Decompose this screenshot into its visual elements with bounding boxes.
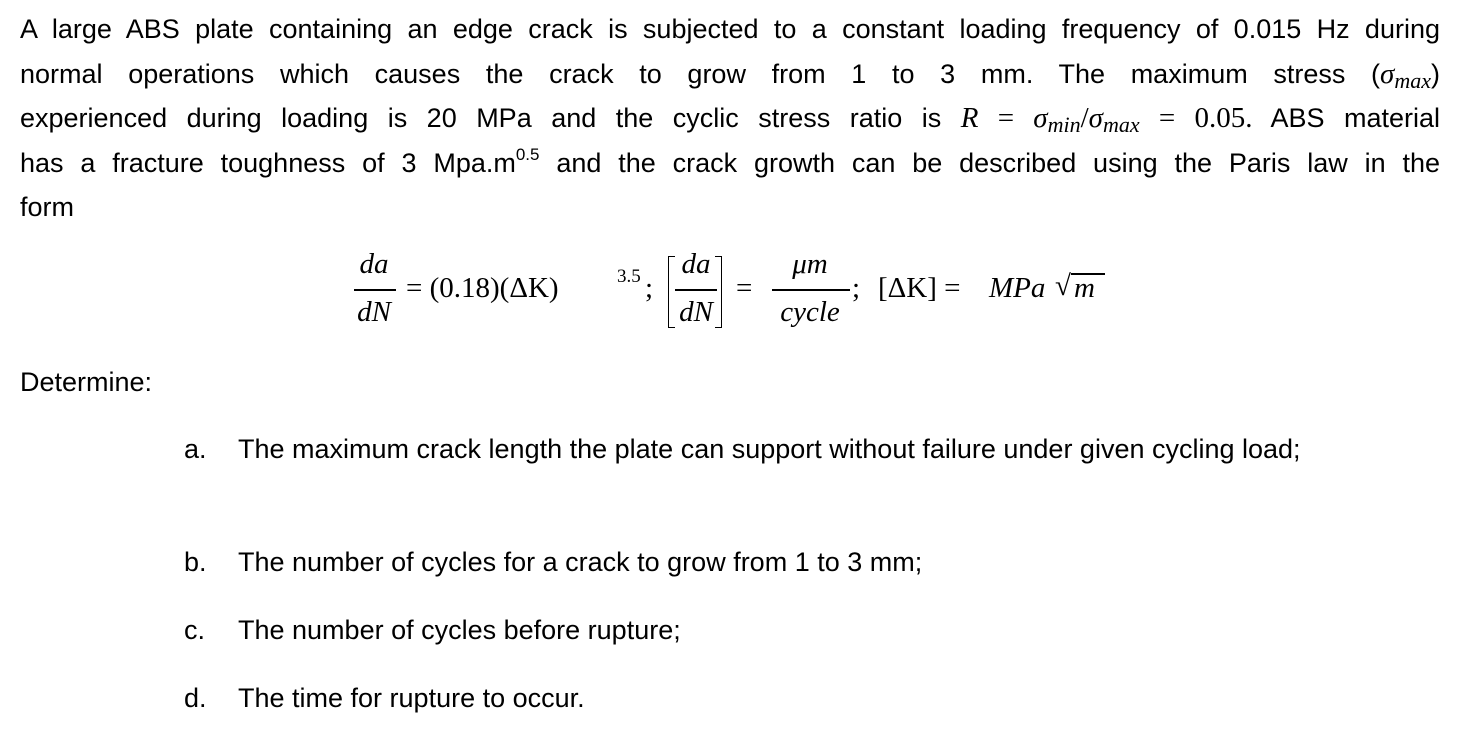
determine-label: Determine: (20, 367, 153, 397)
fraction-1-denominator: dN (357, 296, 391, 328)
fraction-1-bar (354, 289, 396, 291)
fraction-3-bar (772, 289, 850, 291)
delta-k-unit-mpa: MPa (989, 272, 1046, 304)
equals-sign-2: = (736, 272, 753, 304)
fraction-3-numerator: μm (792, 248, 828, 280)
item-letter: d. (184, 683, 207, 713)
paris-law-exponent: 3.5 (617, 266, 641, 287)
item-letter: b. (184, 547, 207, 577)
paris-law-equation (352, 248, 1132, 338)
delta-k-unit-lhs: [ΔK] = (878, 272, 961, 304)
fraction-2-numerator: da (681, 248, 711, 280)
problem-line-5: form (20, 192, 74, 222)
semicolon-2: ; (852, 272, 861, 304)
item-text: The time for rupture to occur. (238, 683, 585, 713)
paris-law-rhs: = (0.18)(ΔK) (406, 272, 559, 304)
square-root-sign: √ (1055, 270, 1071, 302)
fraction-1-numerator: da (359, 248, 389, 280)
item-letter: a. (184, 434, 207, 464)
fraction-3-denominator: cycle (780, 296, 840, 328)
fraction-2-denominator: dN (679, 296, 713, 328)
semicolon-1: ; (645, 272, 654, 304)
problem-line-4: has a fracture toughness of 3 $Mpa.m^{0.5}$ and the crack growth can be described using the Paris law in the (20, 144, 1440, 178)
fraction-2-bar (675, 289, 717, 291)
problem-line-2: normal operations which causes the crack to grow from 1 to 3 mm. The maximum stress $(\sigma_{max})$ (20, 57, 1440, 93)
item-text: The number of cycles for a crack to grow from 1 to 3 mm; (238, 547, 923, 577)
item-text: The maximum crack length the plate can support without failure under given cycling load; (238, 434, 1301, 464)
item-text: The number of cycles before rupture; (238, 615, 681, 645)
delta-k-unit-m: m (1074, 272, 1095, 304)
problem-statement (20, 7, 1440, 230)
problem-line-3: experienced during loading is 20 MPa and the cyclic stress ratio is $R = \sigma_{min}/\sigma_{max} = 0.05$. ABS material (20, 102, 1440, 137)
problem-line-1: A large ABS plate containing an edge crack is subjected to a constant loading frequency of 0.015 Hz during (20, 14, 1440, 44)
right-bracket (715, 256, 722, 328)
item-letter: c. (184, 615, 206, 645)
